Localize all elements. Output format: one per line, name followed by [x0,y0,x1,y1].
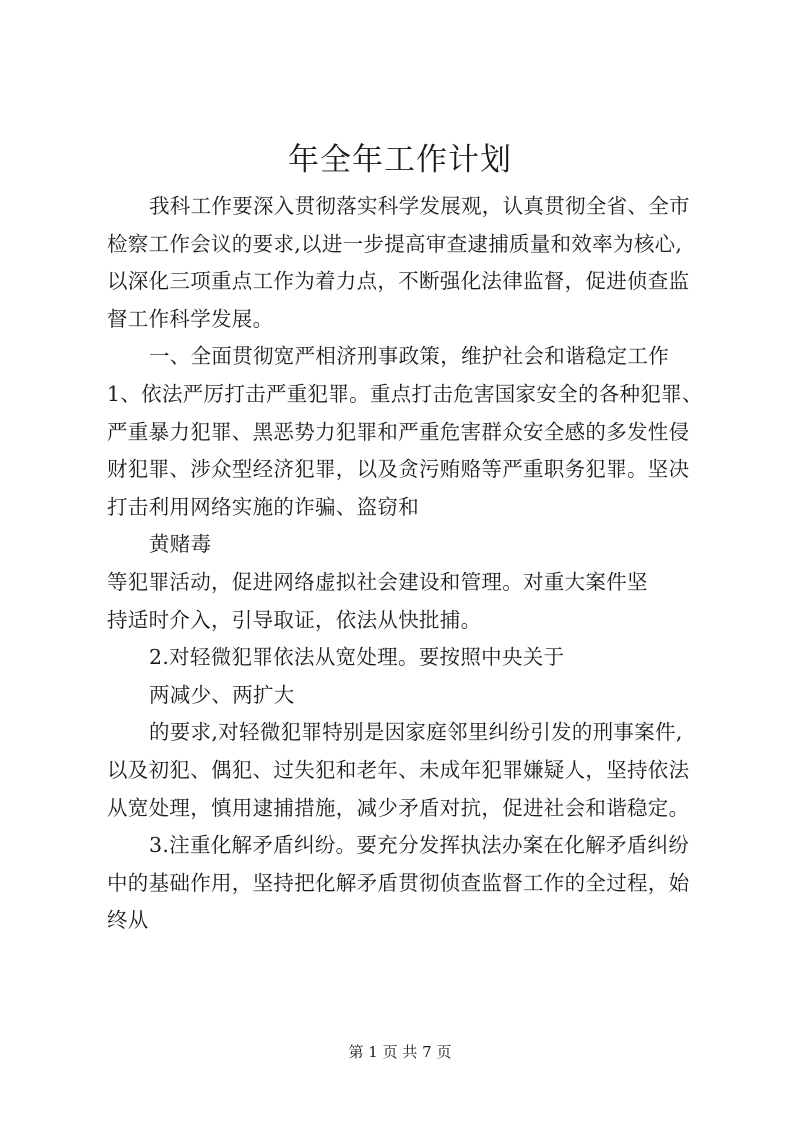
paragraph-line: 严重暴力犯罪、黑恶势力犯罪和严重危害群众安全感的多发性侵 [107,419,690,444]
paragraph-line: 2.对轻微犯罪依法从宽处理。要按照中央关于 [149,645,565,670]
paragraph-line: 以深化三项重点工作为着力点，不断强化法律监督，促进侦查监 [107,269,690,294]
paragraph-line: 以及初犯、偶犯、过失犯和老年、未成年犯罪嫌疑人，坚持依法 [107,757,690,782]
paragraph-line: 财犯罪、涉众型经济犯罪，以及贪污贿赂等严重职务犯罪。坚决 [107,457,690,482]
section-heading: 一、全面贯彻宽严相济刑事政策，维护社会和谐稳定工作 [149,344,669,369]
paragraph-line: 中的基础作用，坚持把化解矛盾贯彻侦查监督工作的全过程，始 [107,870,690,895]
paragraph-line: 持适时介入，引导取证，依法从快批捕。 [107,607,482,632]
paragraph-line: 的要求,对轻微犯罪特别是因家庭邻里纠纷引发的刑事案件, [149,720,683,745]
paragraph-line: 督工作科学发展。 [107,306,274,331]
paragraph-line: 打击利用网络实施的诈骗、盗窃和 [107,494,419,519]
document-title: 年全年工作计划 [288,142,512,178]
paragraph-line: 我科工作要深入贯彻落实科学发展观，认真贯彻全省、全市 [149,194,690,218]
paragraph-line: 从宽处理，慎用逮捕措施，减少矛盾对抗，促进社会和谐稳定。 [107,795,690,820]
paragraph-line: 1、依法严厉打击严重犯罪。重点打击危害国家安全的各种犯罪、 [107,381,703,406]
paragraph-line: 终从 [107,908,149,933]
paragraph-line: 两减少、两扩大 [149,682,295,707]
paragraph-line: 3.注重化解矛盾纠纷。要充分发挥执法办案在化解矛盾纠纷 [149,833,690,858]
page-number-footer: 第 1 页 共 7 页 [348,1043,452,1061]
document-body [107,188,717,940]
paragraph-line: 检察工作会议的要求,以进一步提高审查逮捕质量和效率为核心, [107,231,683,256]
paragraph-line: 黄赌毒 [149,532,212,557]
paragraph-line: 等犯罪活动，促进网络虚拟社会建设和管理。对重大案件坚 [107,569,648,594]
